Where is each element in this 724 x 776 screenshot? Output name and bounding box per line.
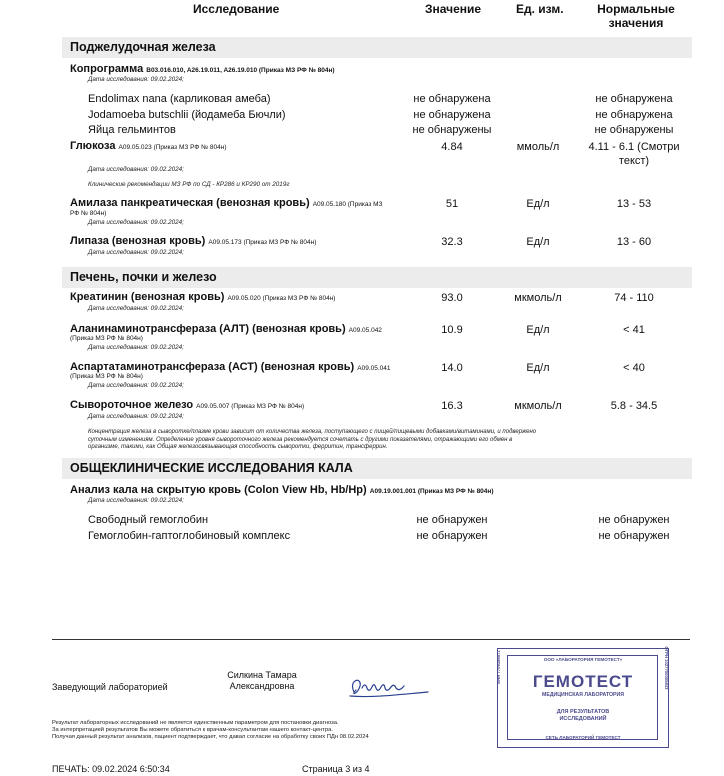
test-code: A09.19.001.001 (Приказ МЗ РФ № 804н) [369,488,494,495]
test-name: Аспартатаминотрансфераза (АСТ) (венозная кровь) [70,361,355,373]
test-code-cont: (Приказ МЗ РФ № 804н) [70,373,143,380]
test-norm-line2: текст) [618,155,650,167]
subtest-value: не обнаружен [416,514,488,526]
test-code: A09.05.023 (Приказ МЗ РФ № 804н) [118,144,227,151]
test-amylase [70,197,410,211]
test-code-cont: РФ № 804н) [70,210,107,217]
stamp-bottom-text: СЕТЬ ЛАБОРАТОРИЙ ГЕМОТЕСТ [545,735,621,740]
test-code: B03.016.010, A26.19.011, A26.19.010 (Приказ МЗ РФ № 804н) [146,67,335,74]
test-norm: 5.8 - 34.5 [610,400,658,412]
test-value: 16.3 [441,400,463,412]
subtest-value: не обнаружена [413,109,491,121]
test-norm: 74 - 110 [614,292,654,304]
test-norm-line1: 4.11 - 6.1 (Смотри [588,141,680,153]
test-code: A09.05.180 (Приказ МЗ [312,201,383,208]
stamp-top-text: ООО «ЛАБОРАТОРИЯ ГЕМОТЕСТ» [543,657,623,662]
header-study: Исследование [193,2,280,16]
header-normal-line2: значения [608,16,664,30]
note-line: Концентрация железа в сыворотке/плазме крови зависит от количества железа, поступающего с пищей/пищевыми добавками/витаминами, и подвержено [88,429,537,435]
test-date: Дата исследования: 09.02.2024; [88,344,184,351]
stamp-middle-line2: ИССЛЕДОВАНИЙ [559,716,607,722]
test-date: Дата исследования: 09.02.2024; [88,166,184,173]
test-value: 4.84 [441,141,463,153]
signer-name [212,670,312,692]
disclaimer [52,720,482,742]
subtest-norm: не обнаружена [595,109,673,121]
signature-image [344,670,440,706]
footer-divider [52,639,690,640]
test-glucose [70,140,227,154]
test-iron [70,399,304,413]
stamp-middle-text [498,709,668,723]
subtest-name: Endolimax nana (карликовая амеба) [88,93,271,105]
head-of-lab-label: Заведующий лабораторией [52,682,168,692]
section-stool: ОБЩЕКЛИНИЧЕСКИЕ ИССЛЕДОВАНИЯ КАЛА [62,458,692,479]
test-occult-blood [70,484,494,498]
page-number: Страница 3 из 4 [302,764,370,774]
test-unit: Ед/л [526,362,550,374]
signer-name-line2: Александровна [229,681,295,691]
test-unit: мкмоль/л [514,292,562,304]
test-note: Клинические рекомендации МЗ РФ по СД - КР286 и КР290 от 2019г [88,181,290,188]
test-date: Дата исследования: 09.02.2024; [88,413,184,420]
section-liver: Печень, почки и железо [62,267,692,288]
header-normal-line1: Нормальные [597,2,675,16]
stamp-left-text: ИНН 7709385571 [496,650,501,684]
disclaimer-line: За интерпретацией результатов Вы можете обратиться к врачам-консультантам нашего контакт-центра. [52,727,333,734]
test-creatinine [70,291,335,305]
disclaimer-line: Получая данный результат анализов, пациент подтверждает, что давал согласие на обработку своих ПДн 08.02.2024 [52,734,369,741]
test-date: Дата исследования: 09.02.2024; [88,382,184,389]
test-norm: < 41 [623,324,645,336]
stamp-subtitle: МЕДИЦИНСКАЯ ЛАБОРАТОРИЯ [542,692,624,698]
subtest-norm: не обнаружен [598,530,670,542]
test-unit: Ед/л [526,324,550,336]
test-name: Глюкоза [70,140,116,152]
disclaimer-line: Результат лабораторных исследований не является единственным параметром для постановки диагноза. [52,720,339,726]
test-name: Липаза (венозная кровь) [70,235,206,247]
test-value: 93.0 [441,292,463,304]
test-value: 14.0 [441,362,463,374]
test-value: 10.9 [441,324,463,336]
test-date: Дата исследования: 09.02.2024; [88,305,184,312]
stamp-brand: ГЕМОТЕСТ [532,672,634,691]
test-code: A09.05.173 (Приказ МЗ РФ № 804н) [208,239,317,246]
test-note [88,429,688,452]
subtest-name: Свободный гемоглобин [88,514,209,526]
test-unit: ммоль/л [516,141,560,153]
test-value: 51 [445,198,459,210]
test-unit: Ед/л [526,198,550,210]
signature [344,670,440,706]
test-norm [582,140,686,168]
test-name: Анализ кала на скрытую кровь (Colon View Hb, Hb/Hp) [70,484,367,496]
test-name: Креатинин (венозная кровь) [70,291,225,303]
subtest-name: Гемоглобин-гаптоглобиновый комплекс [88,530,291,542]
note-line: суточным изменениям. Определение уровня сывороточного железа рекомендуется сочетать с другими показателями, отражающими его обмен в [88,436,513,443]
test-name: Копрограмма [70,63,144,75]
test-coprogram [70,63,335,77]
test-code: A09.05.007 (Приказ МЗ РФ № 804н) [196,403,305,410]
stamp-right-text: ОГРН 1027700005843 [664,646,669,690]
test-name: Аланинаминотрансфераза (АЛТ) (венозная кровь) [70,323,346,335]
header-normal [588,2,684,30]
test-date: Дата исследования: 09.02.2024; [88,497,184,504]
subtest-norm: не обнаружены [594,124,674,136]
test-code-cont: (Приказ МЗ РФ № 804н) [70,335,143,342]
subtest-value: не обнаружен [416,530,488,542]
subtest-value: не обнаружена [413,93,491,105]
test-code: A09.05.042 [348,327,382,334]
test-norm: 13 - 53 [616,198,652,210]
header-unit: Ед. изм. [516,2,564,16]
test-value: 32.3 [441,236,463,248]
test-code: A09.05.020 (Приказ МЗ РФ № 804н) [227,295,336,302]
note-line: организме, такими, как Общая железосвязывающая способность сыворотки, ферритин, трансферрин. [88,444,388,450]
section-pancreas: Поджелудочная железа [62,37,692,58]
test-name: Сывороточное железо [70,399,194,411]
print-timestamp: ПЕЧАТЬ: 09.02.2024 6:50:34 [52,764,170,774]
test-unit: Ед/л [526,236,550,248]
test-code: A09.05.041 [357,365,391,372]
test-lipase [70,235,316,249]
test-date: Дата исследования: 09.02.2024; [88,76,184,83]
test-unit: мкмоль/л [514,400,562,412]
signer-name-line1: Силкина Тамара [227,670,297,680]
subtest-norm: не обнаружен [598,514,670,526]
header-value: Значение [425,2,482,16]
test-date: Дата исследования: 09.02.2024; [88,249,184,256]
test-norm: 13 - 60 [616,236,652,248]
subtest-name: Яйца гельминтов [88,124,176,136]
subtest-value: не обнаружены [412,124,492,136]
test-date: Дата исследования: 09.02.2024; [88,219,184,226]
subtest-name: Jodamoeba butschlii (йодамеба Бючли) [88,109,286,121]
test-norm: < 40 [623,362,645,374]
subtest-norm: не обнаружена [595,93,673,105]
lab-stamp [497,648,669,748]
test-name: Амилаза панкреатическая (венозная кровь) [70,197,310,209]
stamp-middle-line1: ДЛЯ РЕЗУЛЬТАТОВ [556,709,610,715]
